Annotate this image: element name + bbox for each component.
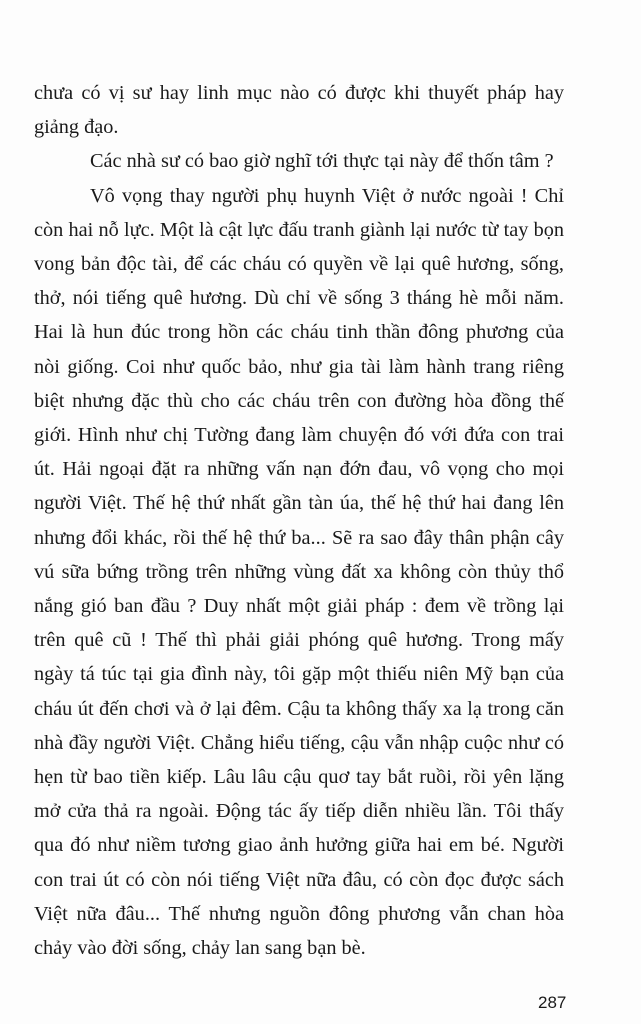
paragraph-continuation: chưa có vị sư hay linh mục nào có được khi thuyết pháp hay giảng đạo. [34,82,564,139]
page-number: 287 [538,993,567,1012]
body-text [34,76,564,965]
paragraph-main: Vô vọng thay người phụ huynh Việt ở nước ngoài ! Chỉ còn hai nỗ lực. Một là cật lực đấu tranh giành lại nước từ tay bọn vong bản độc tài, để các cháu có quyền về lại quê hương, sống, thở, nói tiếng quê hương. Dù chỉ về sống 3 tháng hè mỗi năm. Hai là hun đúc trong hồn các cháu tinh thần đông phương của nòi giống. Coi như quốc bảo, như gia tài làm hành trang riêng biệt nhưng đặc thù cho các cháu trên con đường hòa đồng thế giới. Hình như chị Tường đang làm chuyện đó với đứa con trai út. Hải ngoại đặt ra những vấn nạn đớn đau, vô vọng cho mọi người Việt. Thế hệ thứ nhất gần tàn úa, thế hệ thứ hai đang lên nhưng đổi khác, rồi thế hệ thứ ba... Sẽ ra sao đây thân phận cây vú sữa bứng trồng trên những vùng đất xa không còn thủy thổ nắng gió ban đầu ? Duy nhất một giải pháp : đem về trồng lại trên quê cũ ! Thế thì phải giải phóng quê hương. Trong mấy ngày tá túc tại gia đình này, tôi gặp một thiếu niên Mỹ bạn của cháu út đến chơi và ở lại đêm. Cậu ta không thấy xa lạ trong căn nhà đầy người Việt. Chẳng hiểu tiếng, cậu vẫn nhập cuộc như có hẹn từ bao tiền kiếp. Lâu lâu cậu quơ tay bắt ruồi, rồi yên lặng mở cửa thả ra ngoài. Động tác ấy tiếp diễn nhiều lần. Tôi thấy qua đó như niềm tương giao ảnh hưởng giữa hai em bé. Người con trai út có còn nói tiếng Việt nữa đâu, có còn đọc được sách Việt nữa đâu... Thế nhưng nguồn đông phương vẫn chan hòa chảy vào đời sống, chảy lan sang bạn bè. [34,184,564,960]
paragraph-question: Các nhà sư có bao giờ nghĩ tới thực tại này để thốn tâm ? [90,150,554,173]
